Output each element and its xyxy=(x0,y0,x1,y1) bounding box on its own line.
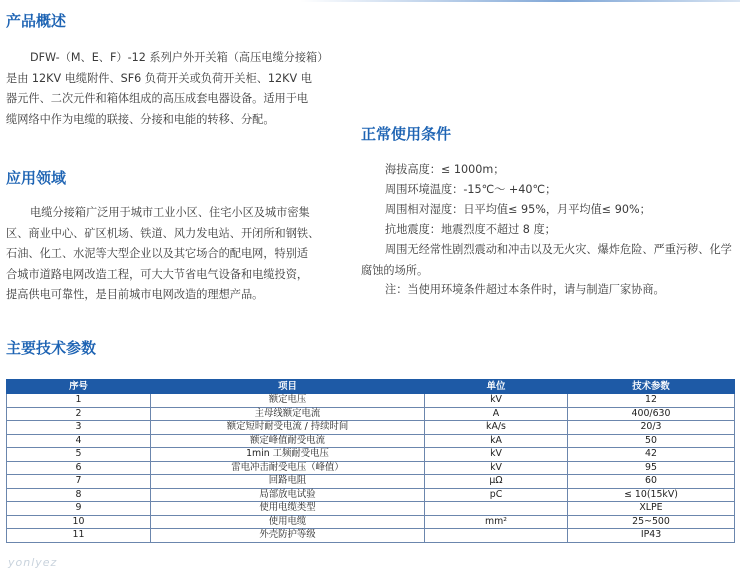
table-row xyxy=(7,502,735,516)
table-row xyxy=(7,461,735,475)
table-row xyxy=(7,448,735,462)
row-value: 95 xyxy=(568,461,735,475)
condition-note: 注：当使用环境条件超过本条件时，请与制造厂家协商。 xyxy=(385,283,665,296)
header-value: 技术参数 xyxy=(568,380,735,394)
row-index: 6 xyxy=(7,461,151,475)
row-item: 额定电压 xyxy=(151,394,425,408)
row-index: 1 xyxy=(7,394,151,408)
row-index: 5 xyxy=(7,448,151,462)
overview-line-1: DFW-（M、E、F）-12 系列户外开关箱（高压电缆分接箱） xyxy=(30,51,329,64)
application-line-4: 合城市道路电网改造工程，可大大节省电气设备和电缆投资， xyxy=(6,267,309,281)
condition-environment: 周围无经常性剧烈震动和冲击以及无火灾、爆炸危险、严重污秽、化学腐蚀的场所。 xyxy=(361,243,732,277)
table-row xyxy=(7,407,735,421)
conditions-heading: 正常使用条件 xyxy=(361,125,452,143)
row-unit: kA xyxy=(425,434,568,448)
table-header-row xyxy=(7,380,735,394)
header-index: 序号 xyxy=(7,380,151,394)
row-item: 外壳防护等级 xyxy=(151,529,425,543)
row-value: 60 xyxy=(568,475,735,489)
application-line-5: 提高供电可靠性，是目前城市电网改造的理想产品。 xyxy=(6,288,264,301)
table-row xyxy=(7,434,735,448)
overview-line-3: 器元件、二次元件和箱体组成的高压成套电器设备。适用于电 xyxy=(6,92,309,105)
condition-altitude: 海拔高度：≤ 1000m； xyxy=(385,163,505,176)
row-unit xyxy=(425,502,568,516)
specs-heading: 主要技术参数 xyxy=(6,339,97,357)
table-row xyxy=(7,515,735,529)
row-index: 9 xyxy=(7,502,151,516)
header-item: 项目 xyxy=(151,380,425,394)
overview-line-2: 是由 12KV 电缆附件、SF6 负荷开关或负荷开关柜、12KV 电 xyxy=(6,71,312,85)
watermark: yonlyez xyxy=(8,556,58,569)
row-item: 额定短时耐受电流 / 持续时间 xyxy=(151,421,425,435)
condition-humidity: 周围相对湿度：日平均值≤ 95%，月平均值≤ 90%； xyxy=(385,203,651,216)
row-item: 主母线额定电流 xyxy=(151,407,425,421)
specs-table xyxy=(6,379,735,543)
application-line-3: 石油、化工、水泥等大型企业以及其它场合的配电网，特别适 xyxy=(6,247,309,260)
application-line-1: 电缆分接箱广泛用于城市工业小区、住宅小区及城市密集 xyxy=(30,206,310,219)
row-value: 25~500 xyxy=(568,515,735,529)
row-unit: kV xyxy=(425,461,568,475)
row-item: 使用电缆 xyxy=(151,515,425,529)
condition-temperature: 周围环境温度：-15℃～ +40℃； xyxy=(385,183,557,196)
application-paragraph xyxy=(6,203,320,306)
row-unit: μΩ xyxy=(425,475,568,489)
row-index: 2 xyxy=(7,407,151,421)
application-line-2: 区、商业中心、矿区机场、铁道、风力发电站、开闭所和钢铁、 xyxy=(6,226,320,240)
application-heading: 应用领域 xyxy=(6,169,67,187)
table-row xyxy=(7,529,735,543)
row-index: 7 xyxy=(7,475,151,489)
row-unit: A xyxy=(425,407,568,421)
row-item: 雷电冲击耐受电压（峰值） xyxy=(151,461,425,475)
table-row xyxy=(7,421,735,435)
row-index: 8 xyxy=(7,488,151,502)
condition-seismic: 抗地震度：地震烈度不超过 8 度； xyxy=(385,223,556,236)
row-item: 额定峰值耐受电流 xyxy=(151,434,425,448)
table-row xyxy=(7,475,735,489)
row-unit: mm² xyxy=(425,515,568,529)
row-value: 12 xyxy=(568,394,735,408)
row-unit: pC xyxy=(425,488,568,502)
row-item: 局部放电试验 xyxy=(151,488,425,502)
row-item: 1min 工频耐受电压 xyxy=(151,448,425,462)
row-value: XLPE xyxy=(568,502,735,516)
row-value: 20/3 xyxy=(568,421,735,435)
overview-paragraph xyxy=(6,48,329,130)
row-unit xyxy=(425,529,568,543)
row-value: 42 xyxy=(568,448,735,462)
row-index: 11 xyxy=(7,529,151,543)
table-row xyxy=(7,488,735,502)
row-value: 400/630 xyxy=(568,407,735,421)
table-row xyxy=(7,394,735,408)
row-unit: kV xyxy=(425,394,568,408)
row-value: 50 xyxy=(568,434,735,448)
header-unit: 单位 xyxy=(425,380,568,394)
row-item: 使用电缆类型 xyxy=(151,502,425,516)
row-index: 10 xyxy=(7,515,151,529)
row-unit: kV xyxy=(425,448,568,462)
row-index: 4 xyxy=(7,434,151,448)
overview-line-4: 缆网络中作为电缆的联接、分接和电能的转移、分配。 xyxy=(6,112,275,126)
row-value: IP43 xyxy=(568,529,735,543)
row-index: 3 xyxy=(7,421,151,435)
row-unit: kA/s xyxy=(425,421,568,435)
top-divider-line xyxy=(300,0,740,2)
row-value: ≤ 10(15kV) xyxy=(568,488,735,502)
overview-heading: 产品概述 xyxy=(6,12,67,30)
row-item: 回路电阻 xyxy=(151,475,425,489)
